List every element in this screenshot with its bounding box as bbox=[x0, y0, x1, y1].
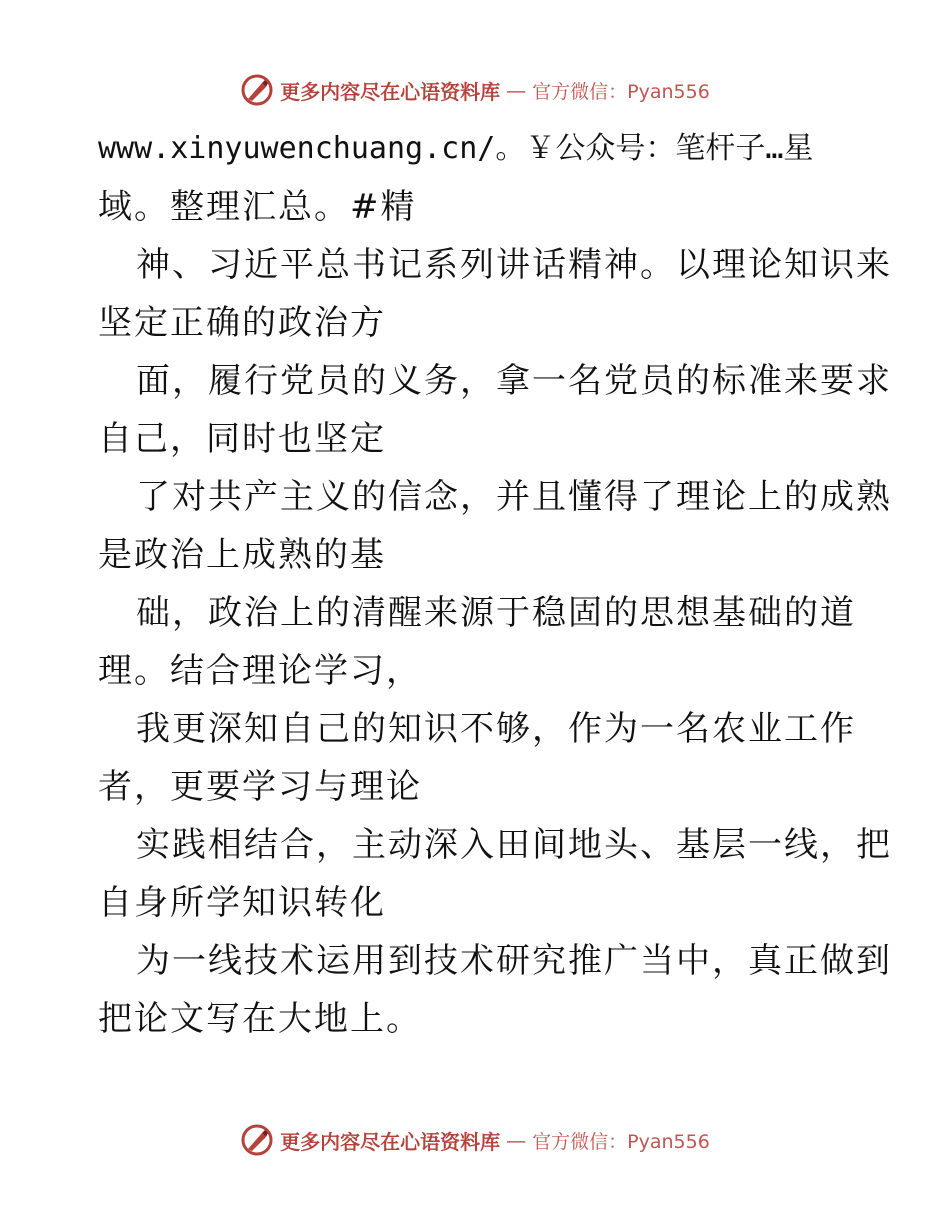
text-line-15: 为一线技术运用到技术研究推广当中，真正做到 bbox=[136, 941, 892, 981]
text-line-8: 是政治上成熟的基 bbox=[98, 535, 386, 575]
pen-seal-icon bbox=[240, 1123, 274, 1157]
text-line-2: 域。整理汇总。#精 bbox=[98, 187, 417, 227]
header-watermark bbox=[0, 70, 950, 110]
watermark-wechat: 官方微信：Pyan556 bbox=[532, 80, 710, 103]
watermark-wechat: 官方微信：Pyan556 bbox=[532, 1130, 710, 1153]
text-line-13: 实践相结合，主动深入田间地头、基层一线，把 bbox=[136, 825, 892, 865]
text-line-10: 理。结合理论学习， bbox=[98, 651, 422, 691]
watermark-text: 更多内容尽在心语资料库 bbox=[280, 1129, 501, 1154]
text-line-16: 把论文写在大地上。 bbox=[98, 999, 422, 1039]
text-line-4: 坚定正确的政治方 bbox=[98, 303, 386, 343]
document-body bbox=[98, 120, 892, 1048]
text-line-9: 础，政治上的清醒来源于稳固的思想基础的道 bbox=[136, 593, 856, 633]
text-line-1: www.xinyuwenchuang.cn/。￥公众号：笔杆子…星 bbox=[98, 131, 814, 166]
watermark-dash: — bbox=[506, 1128, 527, 1152]
text-line-3: 神、习近平总书记系列讲话精神。以理论知识来 bbox=[136, 245, 892, 285]
watermark-text: 更多内容尽在心语资料库 bbox=[280, 79, 501, 104]
text-line-6: 自己，同时也坚定 bbox=[98, 419, 386, 459]
footer-watermark bbox=[0, 1120, 950, 1160]
text-line-5: 面，履行党员的义务，拿一名党员的标准来要求 bbox=[136, 361, 892, 401]
text-line-11: 我更深知自己的知识不够，作为一名农业工作 bbox=[136, 709, 856, 749]
text-line-14: 自身所学知识转化 bbox=[98, 883, 386, 923]
pen-seal-icon bbox=[240, 73, 274, 107]
text-line-12: 者，更要学习与理论 bbox=[98, 767, 422, 807]
watermark-dash: — bbox=[506, 78, 527, 102]
text-line-7: 了对共产主义的信念，并且懂得了理论上的成熟 bbox=[136, 477, 892, 517]
